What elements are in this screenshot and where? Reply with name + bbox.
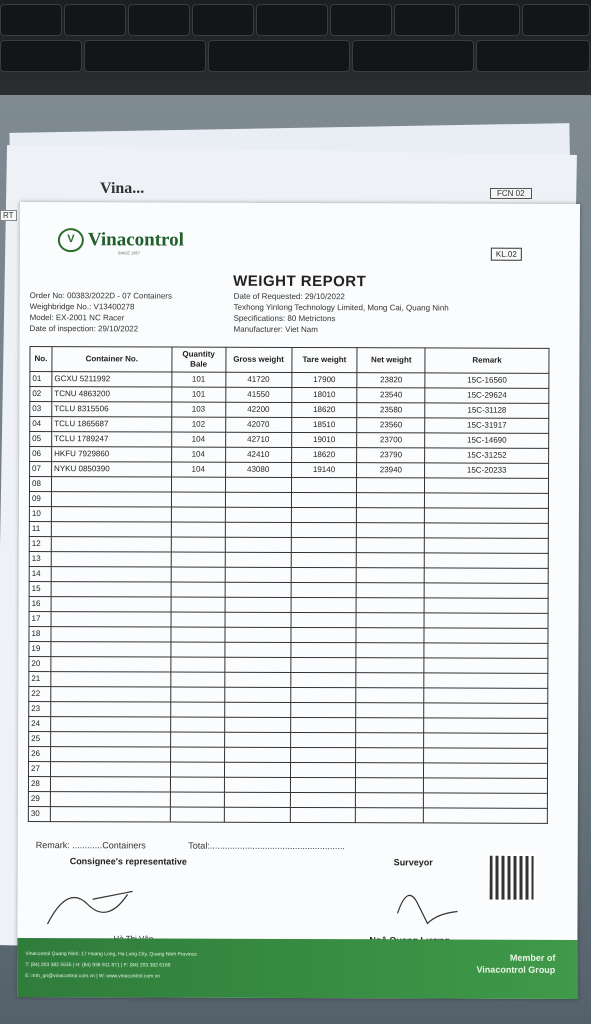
key-row bbox=[0, 40, 591, 74]
table-cell bbox=[356, 658, 424, 673]
vinacontrol-emblem-icon: V bbox=[58, 228, 84, 252]
table-cell bbox=[425, 478, 549, 493]
key bbox=[0, 4, 62, 36]
table-cell: 103 bbox=[171, 402, 225, 417]
table-cell bbox=[51, 582, 171, 597]
table-cell: 15C-14690 bbox=[425, 433, 549, 448]
table-cell bbox=[291, 522, 357, 537]
header-container-no: Container No. bbox=[52, 347, 172, 372]
weighbridge-no: Weighbridge No.: V13400278 bbox=[29, 302, 135, 312]
table-cell: TCLU 1789247 bbox=[52, 432, 172, 447]
table-cell: 24 bbox=[29, 717, 51, 732]
table-cell: 15 bbox=[29, 582, 51, 597]
table-cell: 15C-29624 bbox=[425, 388, 549, 403]
key bbox=[352, 40, 474, 72]
table-cell: NYKU 0850390 bbox=[52, 462, 172, 477]
table-cell bbox=[170, 792, 224, 807]
table-cell bbox=[171, 627, 225, 642]
table-cell bbox=[356, 808, 424, 823]
table-cell bbox=[51, 732, 171, 747]
table-cell bbox=[356, 613, 424, 628]
table-cell bbox=[225, 567, 291, 582]
back-sheet-logo: Vina... bbox=[100, 180, 145, 197]
table-cell bbox=[290, 642, 356, 657]
table-cell: 07 bbox=[30, 462, 52, 477]
key bbox=[476, 40, 590, 72]
table-cell bbox=[424, 718, 548, 733]
table-cell: 15C-20233 bbox=[425, 463, 549, 478]
order-no: Order No: 00383/2022D - 07 Containers bbox=[29, 291, 173, 301]
table-cell bbox=[290, 672, 356, 687]
table-cell bbox=[356, 763, 424, 778]
table-cell: 10 bbox=[29, 507, 51, 522]
key bbox=[256, 4, 328, 36]
table-cell bbox=[357, 583, 425, 598]
table-cell: 15C-31917 bbox=[425, 418, 549, 433]
total-label: Total:...................................................... bbox=[188, 840, 345, 852]
table-cell: TCLU 8315506 bbox=[52, 402, 172, 417]
table-cell: 04 bbox=[30, 417, 52, 432]
table-cell: 15C-16560 bbox=[425, 373, 549, 388]
table-cell: 25 bbox=[29, 732, 51, 747]
table-cell: 17 bbox=[29, 612, 51, 627]
table-cell bbox=[224, 777, 290, 792]
table-cell: 17900 bbox=[291, 372, 357, 387]
table-cell bbox=[425, 508, 549, 523]
table-cell bbox=[51, 627, 171, 642]
table-cell bbox=[357, 523, 425, 538]
key bbox=[0, 40, 82, 72]
header-gross-weight: Gross weight bbox=[226, 347, 292, 372]
table-cell: 43080 bbox=[225, 462, 291, 477]
table-cell bbox=[357, 553, 425, 568]
table-cell bbox=[51, 537, 171, 552]
table-cell bbox=[51, 492, 171, 507]
table-cell bbox=[51, 642, 171, 657]
table-cell bbox=[424, 808, 548, 823]
table-cell: 18010 bbox=[291, 387, 357, 402]
consignee-signature bbox=[37, 874, 157, 934]
table-cell bbox=[225, 507, 291, 522]
info-right bbox=[234, 291, 449, 336]
table-cell bbox=[424, 763, 548, 778]
surveyor-signature bbox=[387, 873, 477, 933]
table-cell: TCLU 1865687 bbox=[52, 417, 172, 432]
table-cell: 16 bbox=[29, 597, 51, 612]
table-cell bbox=[224, 762, 290, 777]
table-cell bbox=[291, 582, 357, 597]
member-line1: Member of bbox=[509, 952, 556, 963]
table-cell bbox=[224, 702, 290, 717]
company: Texhong Yinlong Technology Limited, Mong Cai, Quang Ninh bbox=[233, 302, 449, 313]
table-cell: 20 bbox=[29, 657, 51, 672]
table-cell bbox=[171, 672, 225, 687]
table-cell bbox=[425, 538, 549, 553]
table-cell: 41720 bbox=[226, 372, 292, 387]
header-remark: Remark bbox=[425, 348, 549, 373]
back-sheet-code: FCN 02 bbox=[490, 188, 532, 199]
table-cell bbox=[356, 778, 424, 793]
table-cell: 03 bbox=[30, 402, 52, 417]
table-cell bbox=[356, 703, 424, 718]
table-cell bbox=[51, 657, 171, 672]
table-cell bbox=[224, 732, 290, 747]
table-cell bbox=[290, 717, 356, 732]
table-cell: 18 bbox=[29, 627, 51, 642]
table-cell: 15C-31252 bbox=[425, 448, 549, 463]
footer bbox=[17, 938, 577, 999]
table-cell: 42070 bbox=[225, 417, 291, 432]
qr-code-icon bbox=[488, 854, 536, 902]
table-cell bbox=[51, 717, 171, 732]
table-cell bbox=[291, 537, 357, 552]
table-cell bbox=[171, 657, 225, 672]
table-cell bbox=[291, 507, 357, 522]
table-cell bbox=[225, 537, 291, 552]
table-cell: 42710 bbox=[225, 432, 291, 447]
table-cell bbox=[170, 702, 224, 717]
table-cell bbox=[224, 717, 290, 732]
table-cell: 28 bbox=[28, 777, 50, 792]
form-code: KL.02 bbox=[491, 248, 522, 261]
table-cell bbox=[50, 792, 170, 807]
table-cell bbox=[51, 672, 171, 687]
table-cell bbox=[290, 792, 356, 807]
table-cell bbox=[356, 598, 424, 613]
table-cell bbox=[51, 507, 171, 522]
table-cell bbox=[290, 657, 356, 672]
table-cell bbox=[170, 762, 224, 777]
table-cell bbox=[170, 687, 224, 702]
table-cell bbox=[357, 508, 425, 523]
table-cell bbox=[424, 778, 548, 793]
table-cell bbox=[51, 597, 171, 612]
remark-total-line bbox=[36, 840, 345, 851]
logo-text: Vinacontrol bbox=[87, 229, 184, 251]
table-cell bbox=[171, 582, 225, 597]
table-cell: 42410 bbox=[225, 447, 291, 462]
table-cell: 23580 bbox=[357, 403, 425, 418]
key bbox=[394, 4, 456, 36]
specifications: Specifications: 80 Metrictons bbox=[233, 313, 336, 324]
table-cell bbox=[290, 807, 356, 822]
table-cell bbox=[225, 522, 291, 537]
table-cell: 02 bbox=[30, 387, 52, 402]
table-cell bbox=[171, 597, 225, 612]
table-cell bbox=[290, 627, 356, 642]
table-cell: 18620 bbox=[291, 447, 357, 462]
table-cell: 102 bbox=[171, 417, 225, 432]
table-cell bbox=[424, 703, 548, 718]
table-cell bbox=[171, 642, 225, 657]
table-cell: 104 bbox=[171, 432, 225, 447]
member-of bbox=[476, 952, 555, 976]
table-cell: 19 bbox=[29, 642, 51, 657]
table-header-row bbox=[30, 347, 549, 374]
table-cell bbox=[424, 658, 548, 673]
weight-report-page bbox=[17, 202, 580, 999]
table-cell bbox=[290, 747, 356, 762]
consignee-label: Consignee's representative bbox=[69, 856, 187, 867]
key bbox=[522, 4, 590, 36]
table-cell bbox=[356, 793, 424, 808]
table-cell bbox=[424, 598, 548, 613]
table-cell: TCNU 4863200 bbox=[52, 387, 172, 402]
table-cell: 19010 bbox=[291, 432, 357, 447]
table-cell bbox=[51, 702, 171, 717]
table-cell: 23790 bbox=[357, 448, 425, 463]
table-cell bbox=[170, 777, 224, 792]
table-cell: 22 bbox=[29, 687, 51, 702]
table-cell: 19140 bbox=[291, 462, 357, 477]
table-cell bbox=[356, 733, 424, 748]
table-cell bbox=[225, 642, 291, 657]
table-cell bbox=[171, 492, 225, 507]
key bbox=[330, 4, 392, 36]
table-cell bbox=[51, 522, 171, 537]
table-cell bbox=[356, 688, 424, 703]
table-cell bbox=[424, 613, 548, 628]
table-cell: 104 bbox=[171, 462, 225, 477]
table-cell bbox=[291, 492, 357, 507]
table-cell bbox=[356, 718, 424, 733]
table-cell bbox=[51, 477, 171, 492]
table-cell bbox=[171, 477, 225, 492]
table-cell: 26 bbox=[29, 747, 51, 762]
table-cell: 23 bbox=[29, 702, 51, 717]
table-cell bbox=[424, 733, 548, 748]
table-cell: 14 bbox=[29, 567, 51, 582]
table-cell: 27 bbox=[28, 762, 50, 777]
table-cell bbox=[51, 612, 171, 627]
table-cell bbox=[290, 687, 356, 702]
footer-address: Vinacontrol Quang Ninh: 17 Hoang Long, Ha Long City, Quang Ninh Province bbox=[25, 951, 197, 958]
key bbox=[458, 4, 520, 36]
table-cell: 06 bbox=[30, 447, 52, 462]
table-cell: 42200 bbox=[225, 402, 291, 417]
table-cell bbox=[356, 628, 424, 643]
table-cell bbox=[357, 478, 425, 493]
footer-phone: T: (84) 203 382 5535 | H: (84) 936 911 871 | F: (84) 203 382 6169 bbox=[25, 962, 171, 969]
table-cell bbox=[224, 672, 290, 687]
table-cell: 23560 bbox=[357, 418, 425, 433]
table-cell bbox=[225, 657, 291, 672]
table-cell: 101 bbox=[172, 372, 226, 387]
edge-tab: RT bbox=[0, 210, 17, 221]
table-cell bbox=[171, 567, 225, 582]
table-cell: 21 bbox=[29, 672, 51, 687]
table-cell: 29 bbox=[28, 792, 50, 807]
table-cell bbox=[170, 717, 224, 732]
table-cell bbox=[170, 747, 224, 762]
table-cell bbox=[290, 762, 356, 777]
header-quantity-bale: Quantity Bale bbox=[172, 347, 226, 372]
table-cell bbox=[424, 748, 548, 763]
key-row bbox=[0, 4, 591, 38]
key bbox=[64, 4, 126, 36]
table-cell bbox=[291, 567, 357, 582]
table-cell bbox=[424, 553, 548, 568]
key bbox=[128, 4, 190, 36]
table-cell bbox=[171, 537, 225, 552]
table-cell bbox=[357, 568, 425, 583]
table-cell bbox=[357, 493, 425, 508]
table-cell bbox=[224, 807, 290, 822]
vinacontrol-logo bbox=[58, 228, 184, 252]
table-cell bbox=[225, 492, 291, 507]
date-of-inspection: Date of inspection: 29/10/2022 bbox=[29, 324, 139, 334]
table-cell bbox=[424, 793, 548, 808]
spacebar-key bbox=[208, 40, 350, 72]
surveyor-label: Surveyor bbox=[393, 857, 433, 868]
table-cell bbox=[170, 807, 224, 822]
table-cell bbox=[290, 777, 356, 792]
table-cell: 101 bbox=[172, 387, 226, 402]
key bbox=[192, 4, 254, 36]
model: Model: EX-2001 NC Racer bbox=[29, 313, 125, 323]
table-cell bbox=[51, 567, 171, 582]
key bbox=[84, 40, 206, 72]
table-cell: 15C-31128 bbox=[425, 403, 549, 418]
table-cell: 01 bbox=[30, 372, 52, 387]
table-cell bbox=[171, 552, 225, 567]
table-cell bbox=[424, 688, 548, 703]
table-cell bbox=[171, 507, 225, 522]
table-cell: 30 bbox=[28, 807, 50, 822]
table-cell bbox=[424, 583, 548, 598]
table-cell: 23940 bbox=[357, 463, 425, 478]
table-cell bbox=[291, 477, 357, 492]
table-cell bbox=[225, 582, 291, 597]
table-cell bbox=[225, 477, 291, 492]
table-cell bbox=[290, 702, 356, 717]
table-cell bbox=[425, 493, 549, 508]
header-no: No. bbox=[30, 347, 52, 372]
info-left bbox=[30, 290, 172, 334]
table-cell: 08 bbox=[29, 477, 51, 492]
table-cell: 11 bbox=[29, 522, 51, 537]
table-cell bbox=[224, 747, 290, 762]
table-cell bbox=[424, 673, 548, 688]
table-cell bbox=[51, 687, 171, 702]
table-cell: 18510 bbox=[291, 417, 357, 432]
table-cell bbox=[225, 552, 291, 567]
manufacturer: Manufacturer: Viet Nam bbox=[233, 324, 318, 335]
table-cell bbox=[225, 627, 291, 642]
table-cell: HKFU 7929860 bbox=[52, 447, 172, 462]
table-cell bbox=[170, 732, 224, 747]
table-cell bbox=[424, 643, 548, 658]
table-cell bbox=[357, 538, 425, 553]
table-cell bbox=[424, 628, 548, 643]
table-cell bbox=[225, 612, 291, 627]
footer-email: E: nnh_qn@vinacontrol.com.vn | W: www.vinacontrol.com.vn bbox=[25, 973, 160, 980]
table-cell bbox=[291, 597, 357, 612]
table-cell: 12 bbox=[29, 537, 51, 552]
table-cell bbox=[291, 552, 357, 567]
table-row bbox=[28, 807, 547, 824]
table-cell bbox=[356, 643, 424, 658]
table-cell bbox=[356, 748, 424, 763]
logo-subtitle: SINCE 1957 bbox=[117, 250, 141, 256]
weight-table bbox=[28, 346, 550, 824]
table-cell: 23540 bbox=[357, 388, 425, 403]
table-cell bbox=[356, 673, 424, 688]
table-cell bbox=[171, 522, 225, 537]
table-cell bbox=[51, 552, 171, 567]
table-cell bbox=[225, 597, 291, 612]
table-cell bbox=[425, 523, 549, 538]
table-cell bbox=[424, 568, 548, 583]
header-net-weight: Net weight bbox=[357, 348, 425, 373]
table-cell: 104 bbox=[171, 447, 225, 462]
table-cell bbox=[50, 807, 170, 822]
table-cell: 05 bbox=[30, 432, 52, 447]
table-cell bbox=[224, 687, 290, 702]
remark-label: Remark: ............Containers bbox=[35, 840, 146, 851]
table-cell bbox=[171, 612, 225, 627]
table-cell: 13 bbox=[29, 552, 51, 567]
page-title: WEIGHT REPORT bbox=[233, 272, 367, 291]
table-cell: 23700 bbox=[357, 433, 425, 448]
table-cell: 18620 bbox=[291, 402, 357, 417]
table-cell: GCXU 5211992 bbox=[52, 372, 172, 387]
member-line2: Vinacontrol Group bbox=[476, 964, 556, 975]
header-tare-weight: Tare weight bbox=[291, 347, 357, 372]
table-cell: 23820 bbox=[357, 373, 425, 388]
table-cell bbox=[291, 612, 357, 627]
table-cell bbox=[50, 777, 170, 792]
table-cell: 09 bbox=[29, 492, 51, 507]
table-cell bbox=[51, 747, 171, 762]
table-cell bbox=[224, 792, 290, 807]
table-cell bbox=[290, 732, 356, 747]
table-cell bbox=[50, 762, 170, 777]
table-cell: 41550 bbox=[225, 387, 291, 402]
date-of-requested: Date of Requested: 29/10/2022 bbox=[233, 291, 345, 302]
